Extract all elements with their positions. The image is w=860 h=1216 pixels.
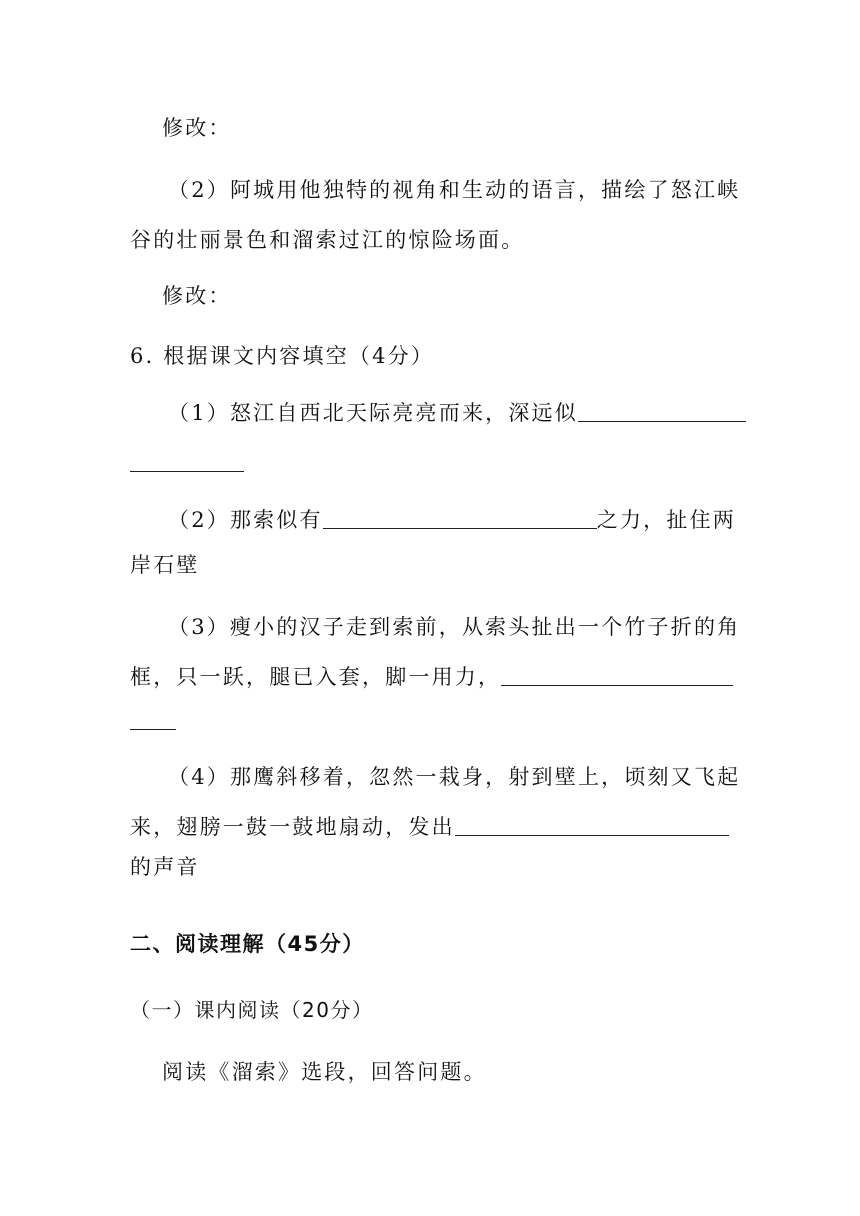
q6-item2-after: 之力，扯住两 — [596, 508, 736, 532]
reading-instruction: 阅读《溜索》选段，回答问题。 — [162, 1060, 487, 1084]
q6-item3-text: 框，只一跃，腿已入套，脚一用力， — [130, 665, 502, 689]
modify-label: 修改： — [162, 284, 232, 308]
q6-item3-line2 — [130, 662, 733, 692]
q6-item4-line2 — [130, 812, 729, 842]
item2-line2: 谷的壮丽景色和溜索过江的惊险场面。 — [130, 228, 525, 252]
answer-blank[interactable] — [455, 813, 729, 836]
q6-item1-text: （1）怒江自西北天际亮亮而来，深远似 — [168, 401, 578, 425]
answer-blank[interactable] — [501, 663, 733, 686]
q6-item3-line1: （3）瘦小的汉子走到索前，从索头扯出一个竹子折的角 — [168, 615, 741, 639]
answer-blank[interactable] — [578, 399, 746, 422]
modify-label: 修改： — [162, 116, 232, 140]
q6-item4-line3: 的声音 — [130, 855, 200, 879]
question6-title: 6. 根据课文内容填空（4分） — [130, 344, 435, 368]
answer-blank[interactable] — [130, 449, 244, 472]
q6-item4-line1: （4）那鹰斜移着，忽然一栽身，射到壁上，顷刻又飞起 — [168, 765, 741, 789]
section-heading: 二、阅读理解（45分） — [130, 932, 365, 956]
q6-item3-continued — [130, 706, 176, 736]
item2-line1: （2）阿城用他独特的视角和生动的语言，描绘了怒江峡 — [168, 178, 741, 202]
q6-item2-line2: 岸石壁 — [130, 553, 200, 577]
answer-blank[interactable] — [323, 506, 597, 529]
q6-item4-text: 来，翅膀一鼓一鼓地扇动，发出 — [130, 815, 455, 839]
q6-item2 — [168, 505, 736, 535]
q6-item2-before: （2）那索似有 — [168, 508, 323, 532]
q6-item1-continued — [130, 448, 244, 478]
answer-blank[interactable] — [130, 707, 176, 730]
subsection-heading: （一）课内阅读（20分） — [130, 998, 374, 1022]
q6-item1 — [168, 398, 746, 428]
